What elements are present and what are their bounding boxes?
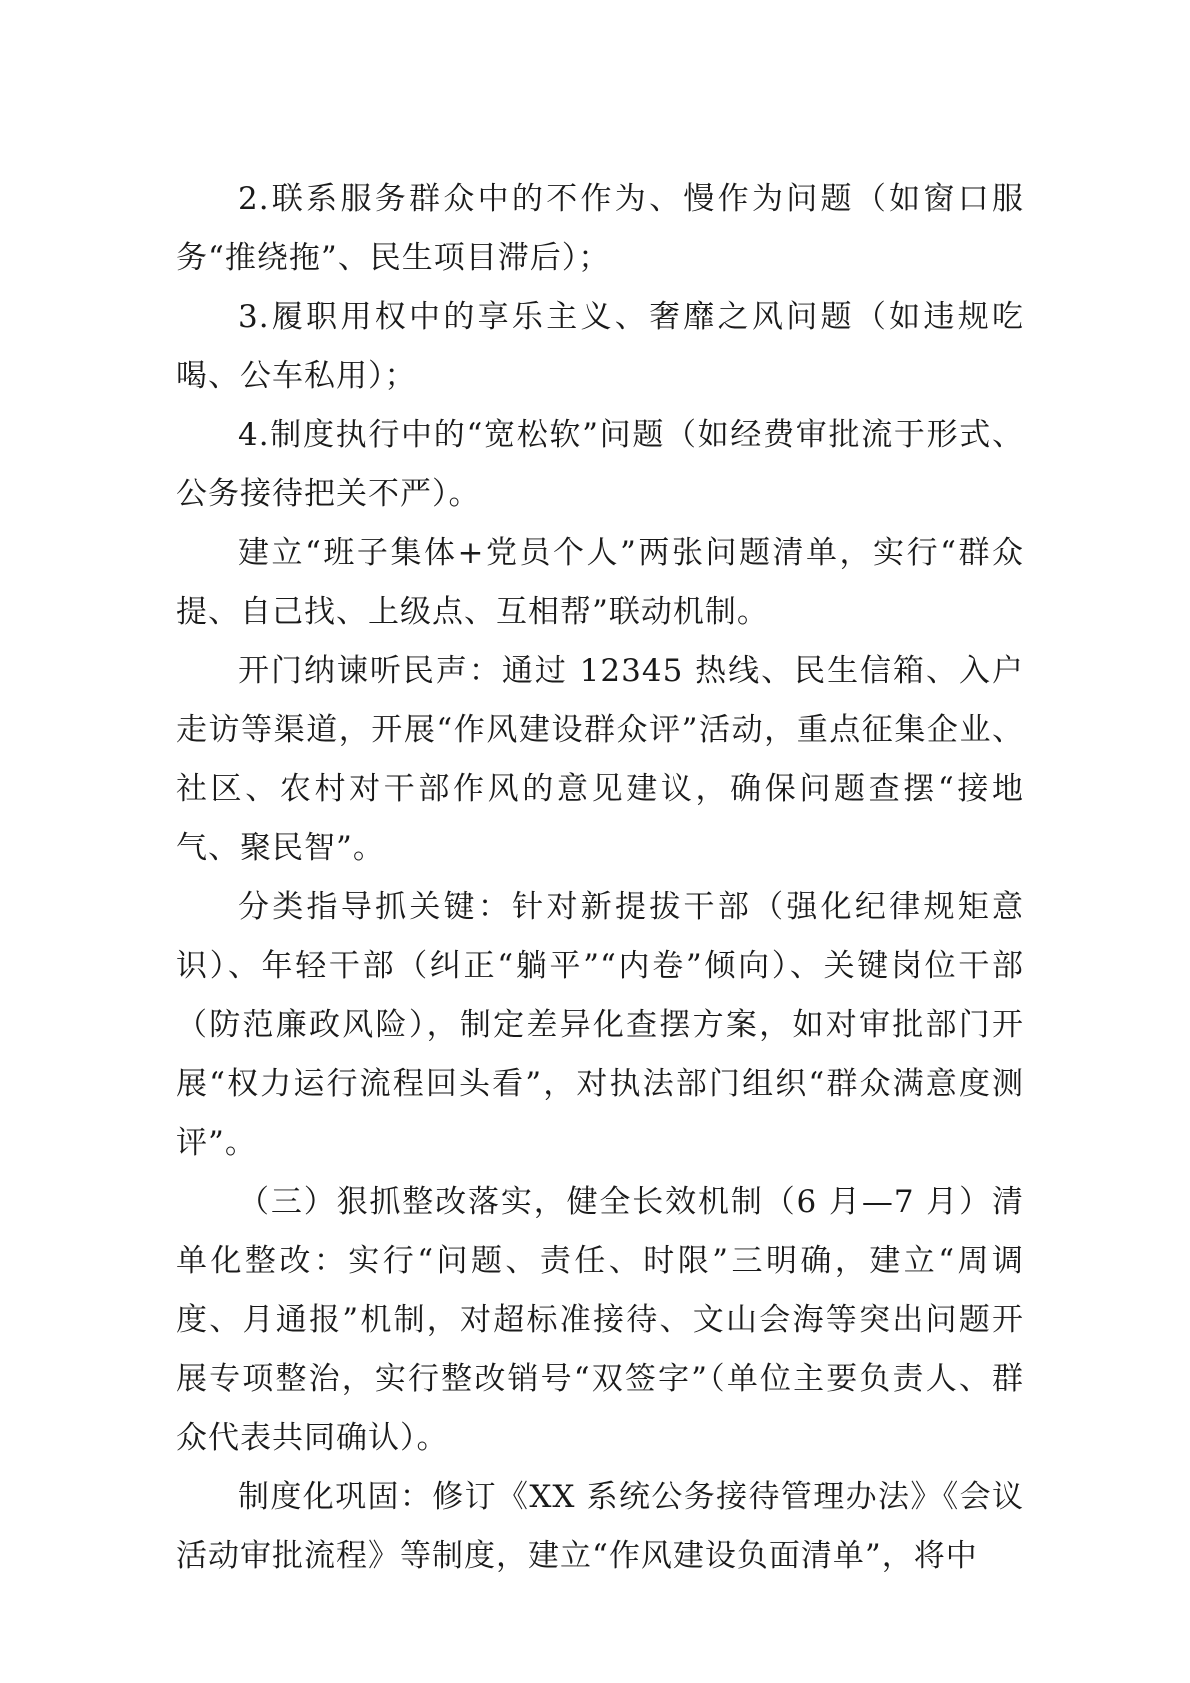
paragraph-open-feedback: 开门纳谏听民声：通过 12345 热线、民生信箱、入户走访等渠道，开展“作风建设群众评”活动，重点征集企业、社区、农村对干部作风的意见建议，确保问题查摆“接地气、聚民智”。: [176, 653, 1024, 866]
paragraph-institutional-consolidation: 制度化巩固：修订《XX 系统公务接待管理办法》《会议活动审批流程》等制度，建立“作风建设负面清单”，将中: [176, 1479, 1024, 1574]
document-body: [176, 170, 1024, 1586]
paragraph-item-4: 4.制度执行中的“宽松软”问题（如经费审批流于形式、公务接待把关不严）。: [176, 417, 1024, 512]
paragraph-item-3: 3.履职用权中的享乐主义、奢靡之风问题（如违规吃喝、公车私用）；: [176, 299, 1024, 394]
paragraph-classified-guidance: 分类指导抓关键：针对新提拔干部（强化纪律规矩意识）、年轻干部（纠正“躺平”“内卷”倾向）、关键岗位干部（防范廉政风险），制定差异化查摆方案，如对审批部门开展“权力运行流程回头看”，对执法部门组织“群众满意度测评”。: [176, 889, 1024, 1161]
paragraph-section-three: （三）狠抓整改落实，健全长效机制（6 月—7 月）清单化整改：实行“问题、责任、时限”三明确，建立“周调度、月通报”机制，对超标准接待、文山会海等突出问题开展专项整治，实行整改销号“双签字”（单位主要负责人、群众代表共同确认）。: [176, 1184, 1024, 1456]
paragraph-item-2: 2.联系服务群众中的不作为、慢作为问题（如窗口服务“推绕拖”、民生项目滞后）；: [176, 181, 1024, 276]
paragraph-problem-list: 建立“班子集体+党员个人”两张问题清单，实行“群众提、自己找、上级点、互相帮”联动机制。: [176, 535, 1024, 630]
